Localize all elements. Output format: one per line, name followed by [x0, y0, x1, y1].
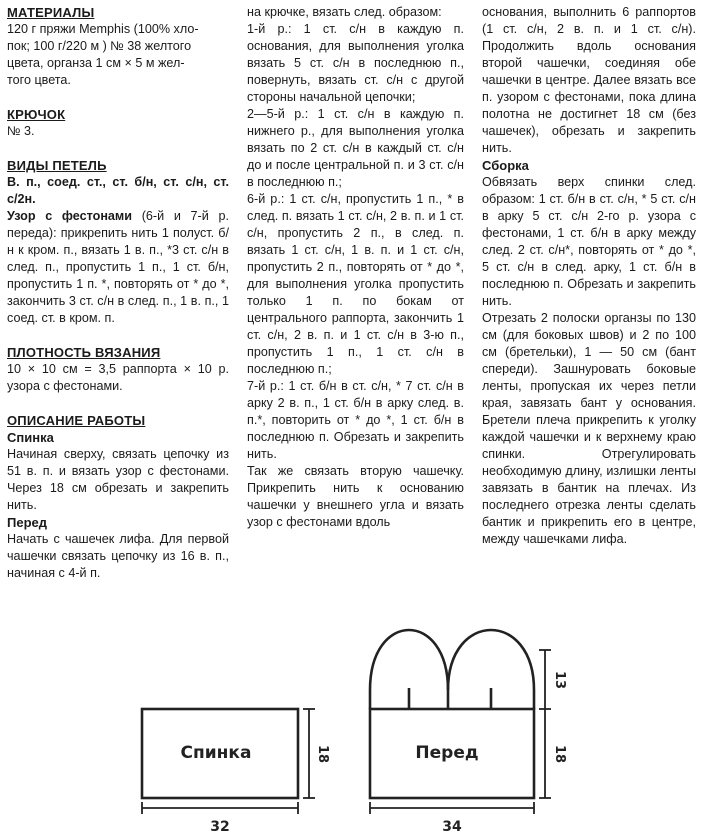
pattern-text: (6-й и 7-й р. переда): прикрепить нить 1 полуст. б/н к кром. п., вязать 1 в. п., *3 ст. с/н в след. п., пропустить 1 п., 1 ст. б/н, пропустить 1 п. *, повторять от * до *, закончить 3 ст. с/н в след. п., 1 в. п., 1 соед. ст. в кром. п.	[7, 209, 229, 325]
front-text: Начать с чашечек лифа. Для первой чашечки связать цепочку из 16 в. п., начиная с 4-й п.	[7, 532, 229, 580]
col2-p1: на крючке, вязать след. образом:	[247, 5, 442, 19]
col3-p1: основания, выполнить 6 раппортов (1 ст. с/н, 2 в. п. и 1 ст. с/н). Продолжить вдоль основания второй чашечки, соединяя обе чашечки в центре. Далее вязать все п. узором с фестонами, пока длина полотна не достигнет 18 см (без чашечек), обрезать и закрепить нить.	[482, 5, 696, 155]
row6-text: 6-й р.: 1 ст. с/н, пропустить 1 п., * в след. п. вязать 1 ст. с/н, 2 в. п. и 1 ст. с/н, пропустить 2 п., в след. п. вязать 1 ст. с/н, 1 в. п. и 1 ст. с/н, пропустить 2 п., повторять от * до *, для выполнения уголка пропустить только 1 п. по бокам от центрального раппорта, закончить 1 ст. с/н, 2 в. п. и 1 ст. с/н в 3-ю п., пропустить 1 п., 1 ст. с/н в последнюю п.;	[247, 192, 464, 376]
materials-text: 120 г пряжи Memphis (100% хло- пок; 100 г/220 м ) № 38 желтого цвета, органза 1 см × 5 м жел- того цвета.	[7, 22, 199, 87]
assembly-title: Сборка	[482, 158, 529, 173]
materials-heading: МАТЕРИАЛЫ	[7, 5, 95, 20]
front-label: Перед	[415, 743, 479, 763]
work-heading: ОПИСАНИЕ РАБОТЫ	[7, 413, 146, 428]
back-label: Спинка	[180, 743, 252, 763]
second-cup-text: Так же связать вторую чашечку. Прикрепить нить к основанию чашечки у внешнего угла и вязать узор с фестонами вдоль	[247, 464, 464, 529]
stitches-text: В. п., соед. ст., ст. б/н, ст. с/н, ст. с/2н.	[7, 175, 229, 206]
density-text: 10 × 10 см = 3,5 раппорта × 10 р. узора с фестонами.	[7, 362, 229, 393]
back-height-label: 18	[315, 744, 330, 764]
front-title: Перед	[7, 515, 47, 530]
back-title: Спинка	[7, 430, 54, 445]
back-text: Начиная сверху, связать цепочку из 51 в. п. и вязать узор с фестонами. Через 18 см обрезать и закрепить нить.	[7, 447, 229, 512]
ribbon-text: Отрезать 2 полоски органзы по 130 см (для боковых швов) и 2 по 100 см (бретельки), 1 — 50 см (бант спереди). Зашнуровать боковые ленты, пропуская их через петли края, завязать бант у основания. Бретели плеча прикрепить к уголку каждой чашечки и к верхнему краю спинки. Отрегулировать необходимую длину, излишки ленты завязать в бантик на плечах. Из последнего отрезка ленты сделать бантик и прикрепить его в центре, между чашечками лифа.	[482, 311, 696, 546]
row1-text: 1-й р.: 1 ст. с/н в каждую п. основания, для выполнения уголка вязать 5 ст. с/н в последнюю п., повернуть, вязать ст. с/н с другой стороны начальной цепочки;	[247, 22, 464, 104]
front-width-label: 34	[442, 819, 462, 835]
assembly-text: Обвязать верх спинки след. образом: 1 ст. б/н в ст. с/н, * 5 ст. с/н в арку 5 ст. с/н 2-го р. узора с фестонами, 1 ст. б/н в арку между след. 2 ст. с/н*, повторять от * до *, 5 ст. с/н в след. арку, 1 ст. б/н в последнюю п. Обрезать и закрепить нить.	[482, 175, 696, 308]
density-heading: ПЛОТНОСТЬ ВЯЗАНИЯ	[7, 345, 161, 360]
back-width-label: 32	[210, 819, 230, 835]
hook-text: № 3.	[7, 124, 35, 138]
stitches-heading: ВИДЫ ПЕТЕЛЬ	[7, 158, 107, 173]
front-height-label: 18	[552, 744, 567, 764]
row7-text: 7-й р.: 1 ст. б/н в ст. с/н, * 7 ст. с/н в арку 2 в. п., 1 ст. б/н в арку след. в. п.*, повторить от * до *, 1 ст. б/н в последнюю п. Обрезать и закрепить нить.	[247, 379, 464, 461]
rows2-5-text: 2—5-й р.: 1 ст. с/н в каждую п. нижнего р., для выполнения уголка вязать по 2 ст. с/н в каждый ст. с/н до и после центральной п. и 3 ст. с/н в последнюю п.;	[247, 107, 464, 189]
cup-height-label: 13	[552, 670, 567, 690]
hook-heading: КРЮЧОК	[7, 107, 66, 122]
pattern-title: Узор с фестонами	[7, 209, 132, 223]
